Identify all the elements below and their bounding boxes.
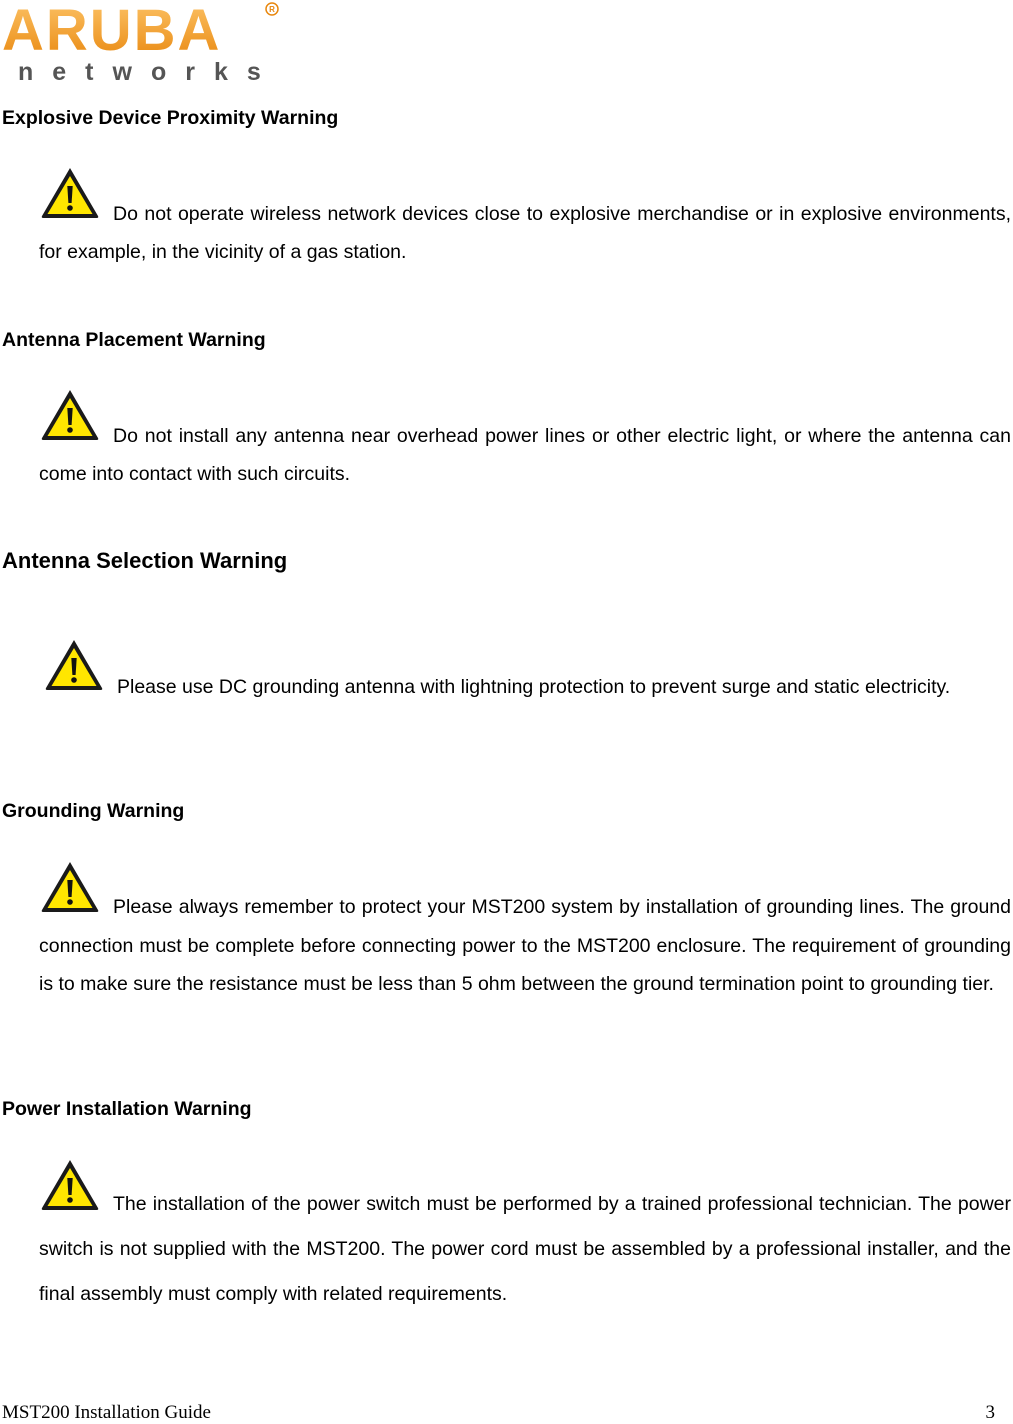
brand-tagline: networks: [18, 58, 280, 86]
warning-block: [39, 165, 1011, 271]
svg-text:R: R: [269, 5, 275, 14]
warning-triangle-icon: [39, 165, 101, 221]
aruba-networks-logo: [0, 0, 290, 86]
warning-text: Do not operate wireless network devices close to explosive merchandise or in explosive environments, for example, in the vicinity of a gas station.: [39, 203, 1011, 263]
warning-block: [43, 637, 1011, 706]
section-heading: Antenna Placement Warning: [2, 329, 266, 351]
warning-text: The installation of the power switch must be performed by a trained professional technician. The power switch is not supplied with the MST200. The power cord must be assembled by a professional installer, and the final assembly must comply with related requirements.: [39, 1193, 1011, 1305]
warning-text: Please always remember to protect your MST200 system by installation of grounding lines. The ground connection must be complete before connecting power to the MST200 enclosure. The requirement of grounding is to make sure the resistance must be less than 5 ohm between the ground termination point to grounding tier.: [39, 896, 1011, 995]
warning-text: Please use DC grounding antenna with lightning protection to prevent surge and static electricity.: [117, 676, 951, 698]
section-heading: Power Installation Warning: [2, 1098, 252, 1120]
section-heading: Explosive Device Proximity Warning: [2, 107, 339, 129]
warning-triangle-icon: [39, 859, 101, 915]
warning-block: [39, 387, 1011, 493]
section-heading: Antenna Selection Warning: [2, 548, 288, 573]
warning-block: [39, 1157, 1011, 1317]
aruba-logo-graphic: [0, 0, 290, 86]
warning-triangle-icon: [39, 387, 101, 443]
warning-triangle-icon: [43, 637, 105, 693]
page-number: 3: [985, 1402, 995, 1423]
warning-text: Do not install any antenna near overhead power lines or other electric light, or where the antenna can come into contact with such circuits.: [39, 425, 1011, 485]
brand-name: ARUBA: [2, 0, 222, 63]
warning-triangle-icon: [39, 1157, 101, 1213]
section-heading: Grounding Warning: [2, 800, 185, 822]
warning-block: [39, 859, 1011, 1004]
footer-title: MST200 Installation Guide: [2, 1402, 211, 1423]
